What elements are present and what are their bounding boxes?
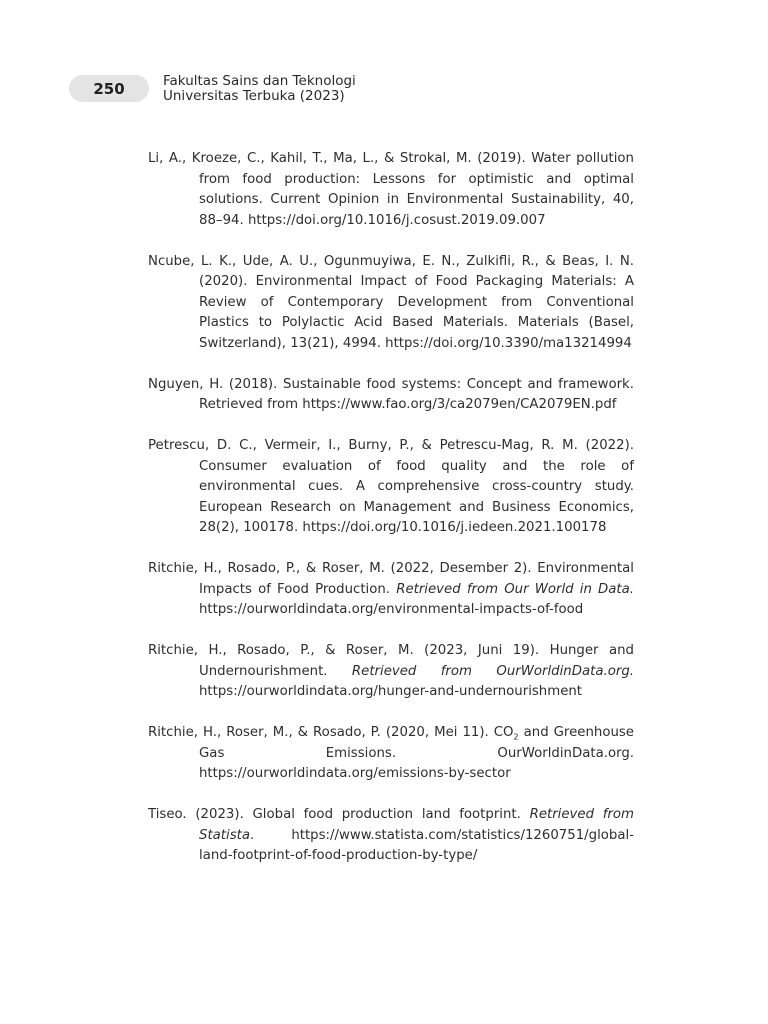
page-header xyxy=(69,74,356,104)
reference-entry-ritchie-2020 xyxy=(148,723,634,785)
page-number-badge: 250 xyxy=(69,75,149,102)
reference-entry-ritchie-2022 xyxy=(148,559,634,621)
reference-url: https://ourworldindata.org/environmental-impacts-of-food xyxy=(199,602,584,617)
reference-text-continued: and Greenhouse Gas Emissions. OurWorldinData.org. https://ourworldindata.org/emissions-by-sector xyxy=(199,725,634,781)
reference-entry-tiseo-2023 xyxy=(148,805,634,867)
reference-text: Ritchie, H., Rosado, P., & Roser, M. (2023, Juni 19). Hunger and Undernourishment. xyxy=(148,643,634,679)
co2-subscript: 2 xyxy=(513,732,519,742)
reference-source-italic: Retrieved from Our World in Data. xyxy=(396,581,634,597)
reference-source-italic: Retrieved from OurWorldinData.org. xyxy=(351,663,634,679)
running-header xyxy=(163,74,356,104)
reference-entry-petrescu-2022 xyxy=(148,436,634,539)
reference-text: Li, A., Kroeze, C., Kahil, T., Ma, L., & Strokal, M. (2019). Water pollution from food production: Lessons for optimistic and optimal solutions. Current Opinion in Environmental Sustainability, 40, 88–94. https://doi.org/10.1016/j.cosust.2019.09.007 xyxy=(148,151,634,228)
reference-url: . https://www.statista.com/statistics/1260751/global-land-footprint-of-food-production-by-type/ xyxy=(199,827,634,863)
reference-url: https://ourworldindata.org/hunger-and-undernourishment xyxy=(199,684,583,699)
reference-text: Ritchie, H., Roser, M., & Rosado, P. (2020, Mei 11). CO xyxy=(148,725,514,740)
reference-text: Ritchie, H., Rosado, P., & Roser, M. (2022, Desember 2). Environmental Impacts of Food Production. xyxy=(148,561,634,597)
reference-entry-nguyen-2018 xyxy=(148,375,634,416)
reference-entry-ncube-2020 xyxy=(148,252,634,355)
reference-text: Petrescu, D. C., Vermeir, I., Burny, P., & Petrescu-Mag, R. M. (2022). Consumer evaluation of food quality and the role of environmental cues. A comprehensive cross-country study. European Research on Management and Business Economics, 28(2), 100178. https://doi.org/10.1016/j.iedeen.2021.100178 xyxy=(148,438,634,535)
reference-source-italic: Retrieved from Statista xyxy=(199,807,634,843)
reference-list xyxy=(148,149,634,887)
reference-text: Tiseo. (2023). Global food production land footprint. xyxy=(148,807,530,822)
header-university: Universitas Terbuka (2023) xyxy=(163,88,345,104)
reference-text: Ncube, L. K., Ude, A. U., Ogunmuyiwa, E. N., Zulkifli, R., & Beas, I. N. (2020). Environmental Impact of Food Packaging Materials: A Review of Contemporary Development from Conventional Plastics to Polylactic Acid Based Materials. Materials (Basel, Switzerland), 13(21), 4994. https://doi.org/10.3390/ma13214994 xyxy=(148,253,634,351)
reference-entry-ritchie-2023 xyxy=(148,641,634,703)
reference-text: Nguyen, H. (2018). Sustainable food systems: Concept and framework. Retrieved from https://www.fao.org/3/ca2079en/CA2079EN.pdf xyxy=(148,376,634,412)
header-faculty: Fakultas Sains dan Teknologi xyxy=(163,73,356,89)
reference-entry-li-2019 xyxy=(148,149,634,231)
